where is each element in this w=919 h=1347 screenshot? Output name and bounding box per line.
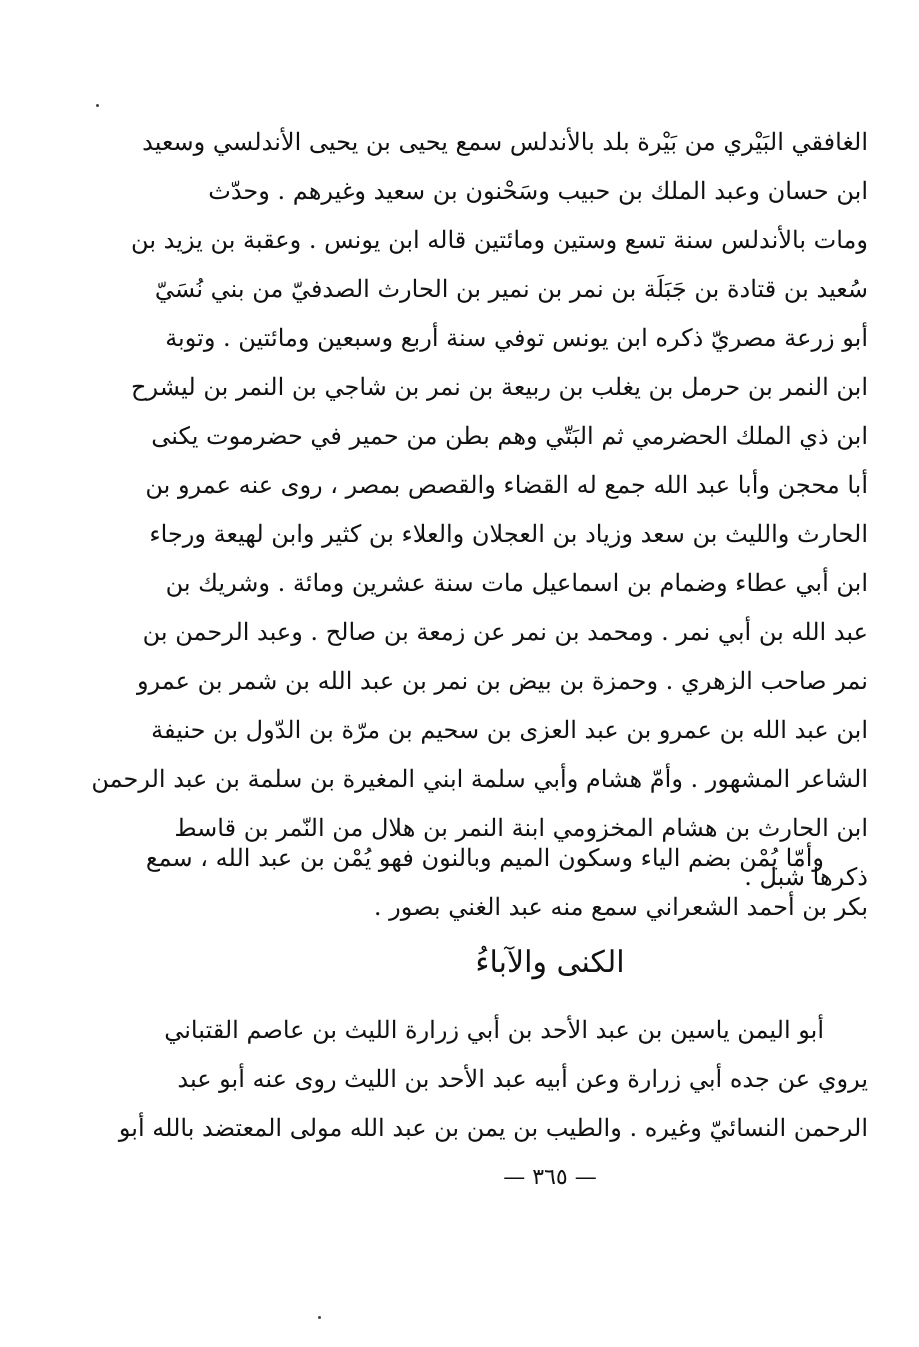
text-line: أبو اليمن ياسين بن عبد الأحد بن أبي زرارة الليث بن عاصم القتباني [164,1016,824,1044]
scan-speck [318,1316,321,1319]
text-line: يروي عن جده أبي زرارة وعن أبيه عبد الأحد بن الليث روى عنه أبو عبد [177,1065,868,1093]
paragraph-yumn [145,834,868,932]
text-line: ذكرها شبل . [744,863,868,891]
text-line: ابن أبي عطاء وضمام بن اسماعيل مات سنة عشرين ومائة . وشريك بن [165,569,868,597]
paragraph-biographies [91,118,868,902]
text-line: ابن النمر بن حرمل بن يغلب بن ربيعة بن نمر بن شاجي بن النمر بن ليشرح [131,373,868,401]
text-line: نمر صاحب الزهري . وحمزة بن بيض بن نمر بن عبد الله بن شمر بن عمرو [136,667,868,695]
page-number: — ٣٦٥ — [503,1165,597,1190]
text-line: عبد الله بن أبي نمر . ومحمد بن نمر عن زمعة بن صالح . وعبد الرحمن بن [142,618,868,646]
text-line: ابن ذي الملك الحضرمي ثم البَتّي وهم بطن من حمير في حضرموت يكنى [151,422,868,450]
text-line: أبا محجن وأبا عبد الله جمع له القضاء والقصص بمصر ، روى عنه عمرو بن [145,471,868,499]
text-line: بكر بن أحمد الشعراني سمع منه عبد الغني بصور . [373,893,868,921]
text-line: ابن عبد الله بن عمرو بن عبد العزى بن سحيم بن مرّة بن الدّول بن حنيفة [151,716,868,744]
text-line: الرحمن النسائيّ وغيره . والطيب بن يمن بن عبد الله مولى المعتضد بالله أبو [118,1114,868,1142]
section-heading: الكنى والآباءُ [475,945,625,980]
text-line: أبو زرعة مصريّ ذكره ابن يونس توفي سنة أربع وسبعين ومائتين . وتوبة [165,324,868,352]
text-line: سُعيد بن قتادة بن جَبَلَة بن نمر بن نمير بن الحارث الصدفيّ من بني نُسَيّ [154,275,868,303]
text-line: الغافقي البَيْري من بَيْرة بلد بالأندلس سمع يحيى بن يحيى الأندلسي وسعيد [142,128,868,156]
paragraph-kunya [118,1006,868,1153]
text-line: وأمّا يُمْن بضم الياء وسكون الميم وبالنون فهو يُمْن بن عبد الله ، سمع [145,844,824,872]
text-line: الحارث والليث بن سعد وزياد بن العجلان والعلاء بن كثير وابن لهيعة ورجاء [149,520,868,548]
text-line: ابن حسان وعبد الملك بن حبيب وسَحْنون بن سعيد وغيرهم . وحدّث [208,177,868,205]
text-line: الشاعر المشهور . وأمّ هشام وأبي سلمة ابني المغيرة بن سلمة بن عبد الرحمن [91,765,868,793]
scan-speck [96,104,99,107]
text-line: ومات بالأندلس سنة تسع وستين ومائتين قاله ابن يونس . وعقبة بن يزيد بن [131,226,868,254]
text-line: ابن الحارث بن هشام المخزومي ابنة النمر بن هلال من النّمر بن قاسط [174,814,868,842]
